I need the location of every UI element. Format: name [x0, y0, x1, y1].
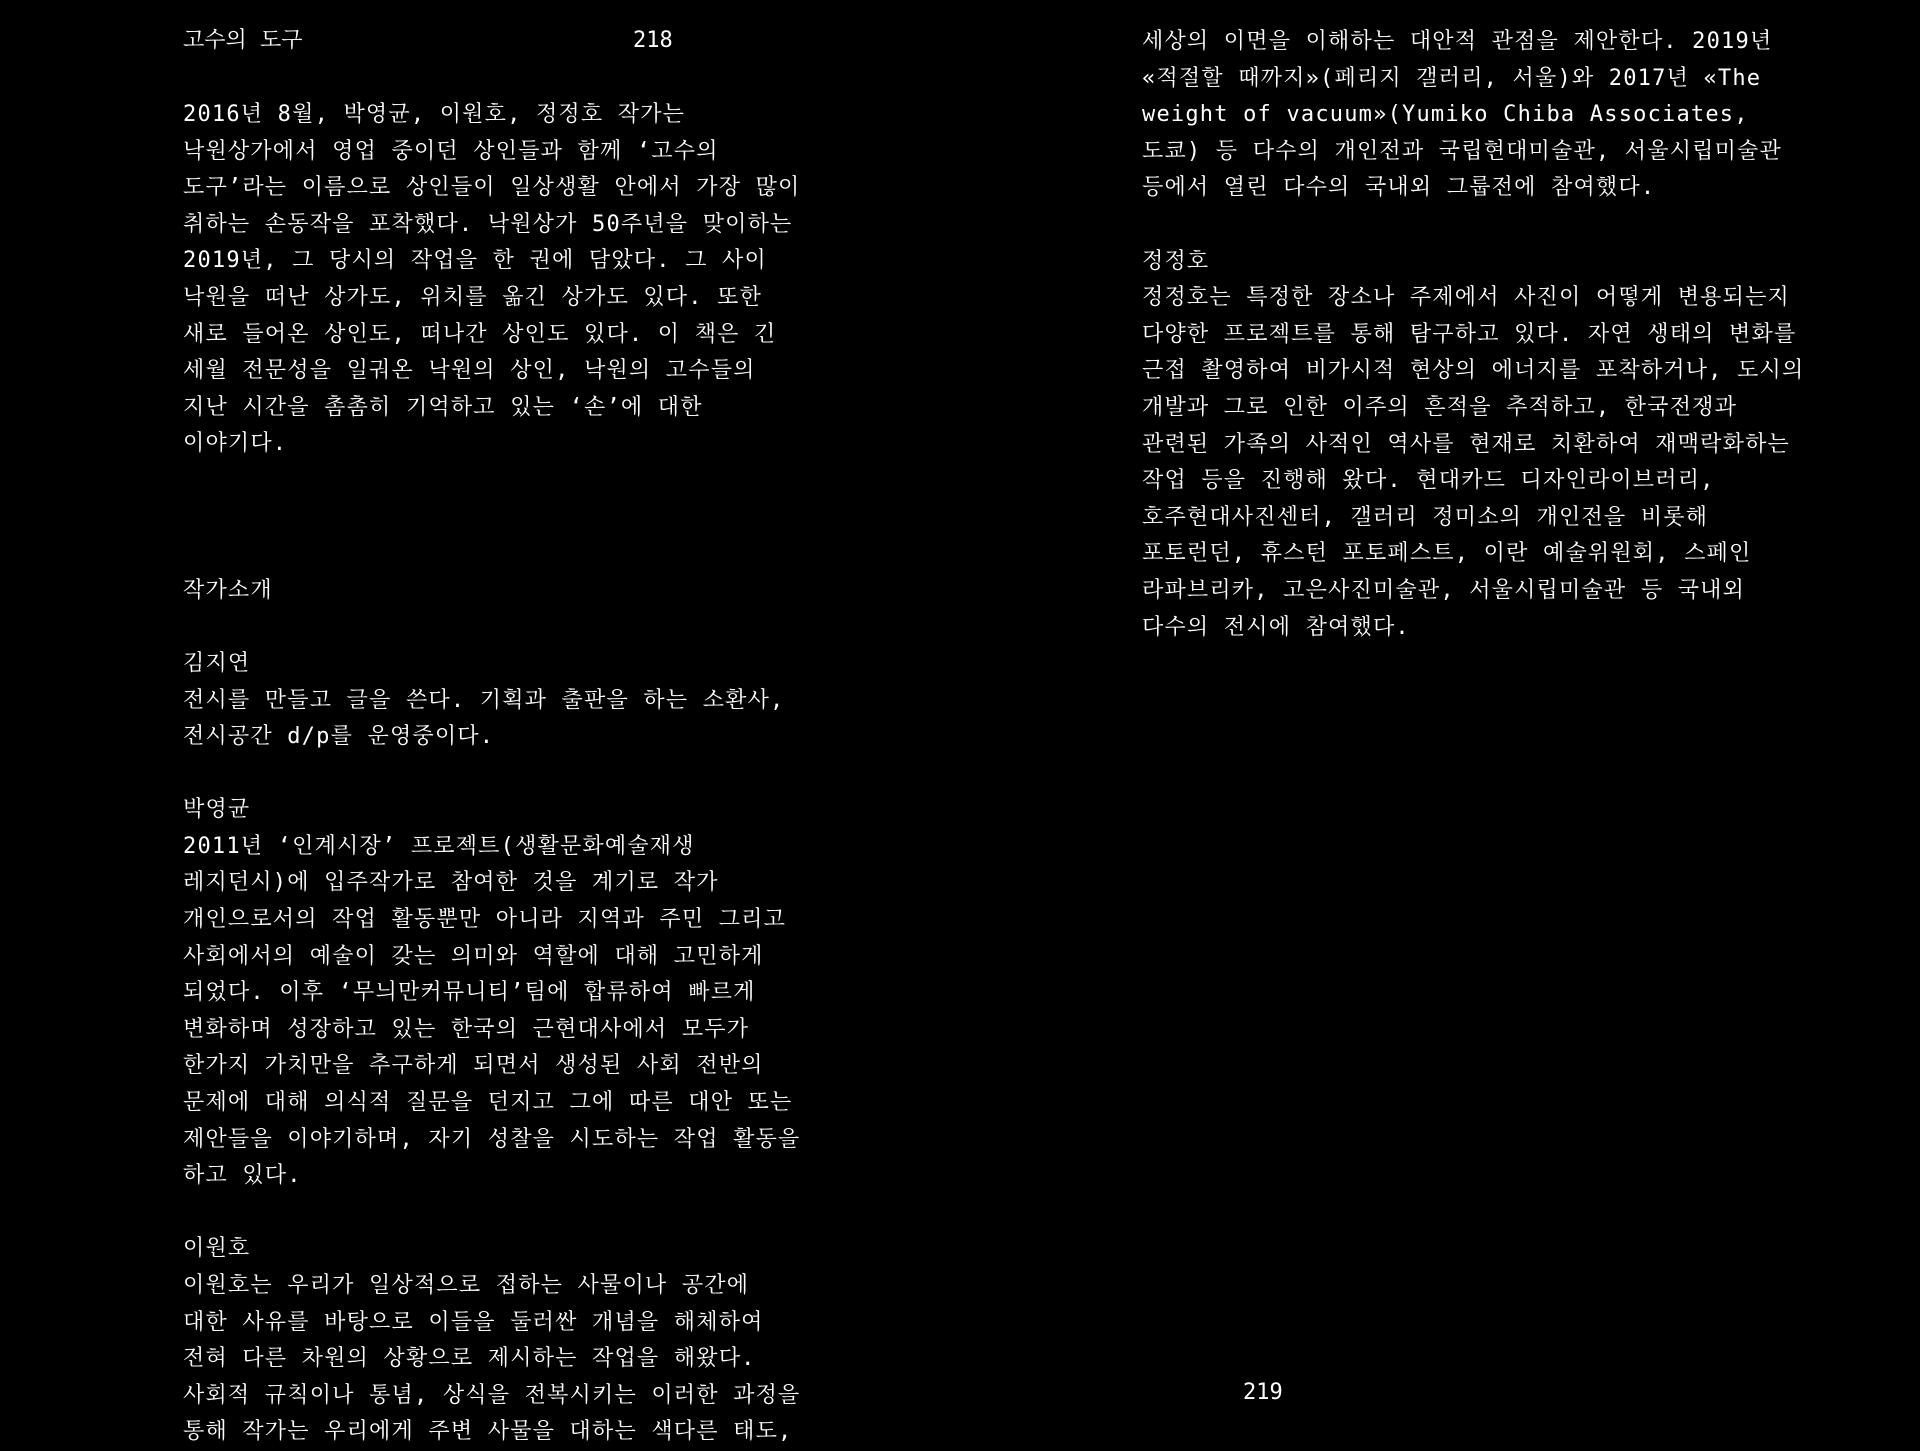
text-line: 취하는 손동작을 포착했다. 낙원상가 50주년을 맞이하는: [183, 211, 793, 237]
section-heading: 작가소개: [183, 577, 273, 603]
text-line: 도구’라는 이름으로 상인들이 일상생활 안에서 가장 많이: [183, 175, 801, 201]
text-line: 낙원을 떠난 상가도, 위치를 옮긴 상가도 있다. 또한: [183, 284, 763, 310]
text-line: 전시를 만들고 글을 쓴다. 기획과 출판을 하는 소환사,: [183, 687, 785, 713]
bio-name: 김지연: [183, 650, 251, 676]
bio-lee-wonho: [183, 1231, 801, 1451]
text-line: 사회에서의 예술이 갖는 의미와 역할에 대해 고민하게: [183, 943, 764, 969]
text-line: 개발과 그로 인한 이주의 흔적을 추적하고, 한국전쟁과: [1142, 394, 1738, 420]
text-line: 제안들을 이야기하며, 자기 성찰을 시도하는 작업 활동을: [183, 1126, 801, 1152]
text-line: weight of vacuum»(Yumiko Chiba Associates,: [1142, 102, 1749, 128]
running-title: 고수의 도구: [183, 28, 303, 53]
text-line: 되었다. 이후 ‘무늬만커뮤니티’팀에 합류하여 빠르게: [183, 980, 756, 1006]
text-line: 관련된 가족의 사적인 역사를 현재로 치환하여 재맥락화하는: [1142, 431, 1790, 457]
page-number-left: 218: [633, 28, 673, 53]
bio-park-younggyun: [183, 792, 801, 1195]
bio-name: 박영균: [183, 797, 251, 823]
text-line: 다수의 전시에 참여했다.: [1142, 614, 1410, 640]
text-line: 세월 전문성을 일궈온 낙원의 상인, 낙원의 고수들의: [183, 358, 756, 384]
text-line: 사회적 규칙이나 통념, 상식을 전복시키는 이러한 과정을: [183, 1382, 801, 1408]
right-column: [1142, 24, 1804, 646]
text-line: 한가지 가치만을 추구하게 되면서 생성된 사회 전반의: [183, 1053, 764, 1079]
right-page: [960, 0, 1920, 1440]
text-line: 2016년 8월, 박영균, 이원호, 정정호 작가는: [183, 102, 686, 127]
text-line: 근접 촬영하여 비가시적 현상의 에너지를 포착하거나, 도시의: [1142, 358, 1805, 384]
bio-name: 이원호: [183, 1236, 251, 1262]
text-line: 새로 들어온 상인도, 떠나간 상인도 있다. 이 책은 긴: [183, 321, 777, 347]
bio-jeong-jeongho: [1142, 244, 1804, 647]
bio-lee-wonho-continued: [1142, 24, 1804, 207]
text-line: «적절할 때까지»(페리지 갤러리, 서울)와 2017년 «The: [1142, 65, 1762, 91]
left-column: [183, 97, 801, 1451]
text-line: 전혀 다른 차원의 상황으로 제시하는 작업을 해왔다.: [183, 1346, 756, 1372]
intro-paragraph: [183, 97, 801, 463]
bio-name: 정정호: [1142, 248, 1210, 274]
text-line: 낙원상가에서 영업 중이던 상인들과 함께 ‘고수의: [183, 138, 719, 164]
page-number-right: 219: [1243, 1380, 1283, 1405]
text-line: 레지던시)에 입주작가로 참여한 것을 계기로 작가: [183, 870, 719, 896]
text-line: 하고 있다.: [183, 1163, 302, 1189]
text-line: 포토런던, 휴스턴 포토페스트, 이란 예술위원회, 스페인: [1142, 541, 1752, 567]
text-line: 통해 작가는 우리에게 주변 사물을 대하는 색다른 태도,: [183, 1419, 793, 1445]
text-line: 이원호는 우리가 일상적으로 접하는 사물이나 공간에: [183, 1273, 750, 1298]
text-line: 개인으로서의 작업 활동뿐만 아니라 지역과 주민 그리고: [183, 907, 787, 933]
text-line: 문제에 대해 의식적 질문을 던지고 그에 따른 대안 또는: [183, 1090, 793, 1116]
text-line: 도쿄) 등 다수의 개인전과 국립현대미술관, 서울시립미술관: [1142, 138, 1782, 164]
left-page: [0, 0, 960, 1445]
text-line: 변화하며 성장하고 있는 한국의 근현대사에서 모두가: [183, 1016, 750, 1042]
text-line: 2011년 ‘인계시장’ 프로젝트(생활문화예술재생: [183, 833, 695, 859]
text-line: 이야기다.: [183, 431, 288, 457]
text-line: 정정호는 특정한 장소나 주제에서 사진이 어떻게 변용되는지: [1142, 285, 1790, 311]
bio-kim-jiyeon: [183, 646, 801, 756]
text-line: 대한 사유를 바탕으로 이들을 둘러싼 개념을 해체하여: [183, 1309, 764, 1335]
text-line: 전시공간 d/p를 운영중이다.: [183, 724, 495, 750]
text-line: 등에서 열린 다수의 국내외 그룹전에 참여했다.: [1142, 175, 1656, 201]
text-line: 2019년, 그 당시의 작업을 한 권에 담았다. 그 사이: [183, 248, 767, 274]
text-line: 호주현대사진센터, 갤러리 정미소의 개인전을 비롯해: [1142, 504, 1709, 530]
text-line: 작업 등을 진행해 왔다. 현대카드 디자인라이브러리,: [1142, 468, 1715, 494]
text-line: 세상의 이면을 이해하는 대안적 관점을 제안한다. 2019년: [1142, 29, 1773, 54]
text-line: 라파브리카, 고은사진미술관, 서울시립미술관 등 국내외: [1142, 577, 1746, 603]
text-line: 다양한 프로젝트를 통해 탐구하고 있다. 자연 생태의 변화를: [1142, 321, 1797, 347]
text-line: 지난 시간을 촘촘히 기억하고 있는 ‘손’에 대한: [183, 394, 703, 420]
